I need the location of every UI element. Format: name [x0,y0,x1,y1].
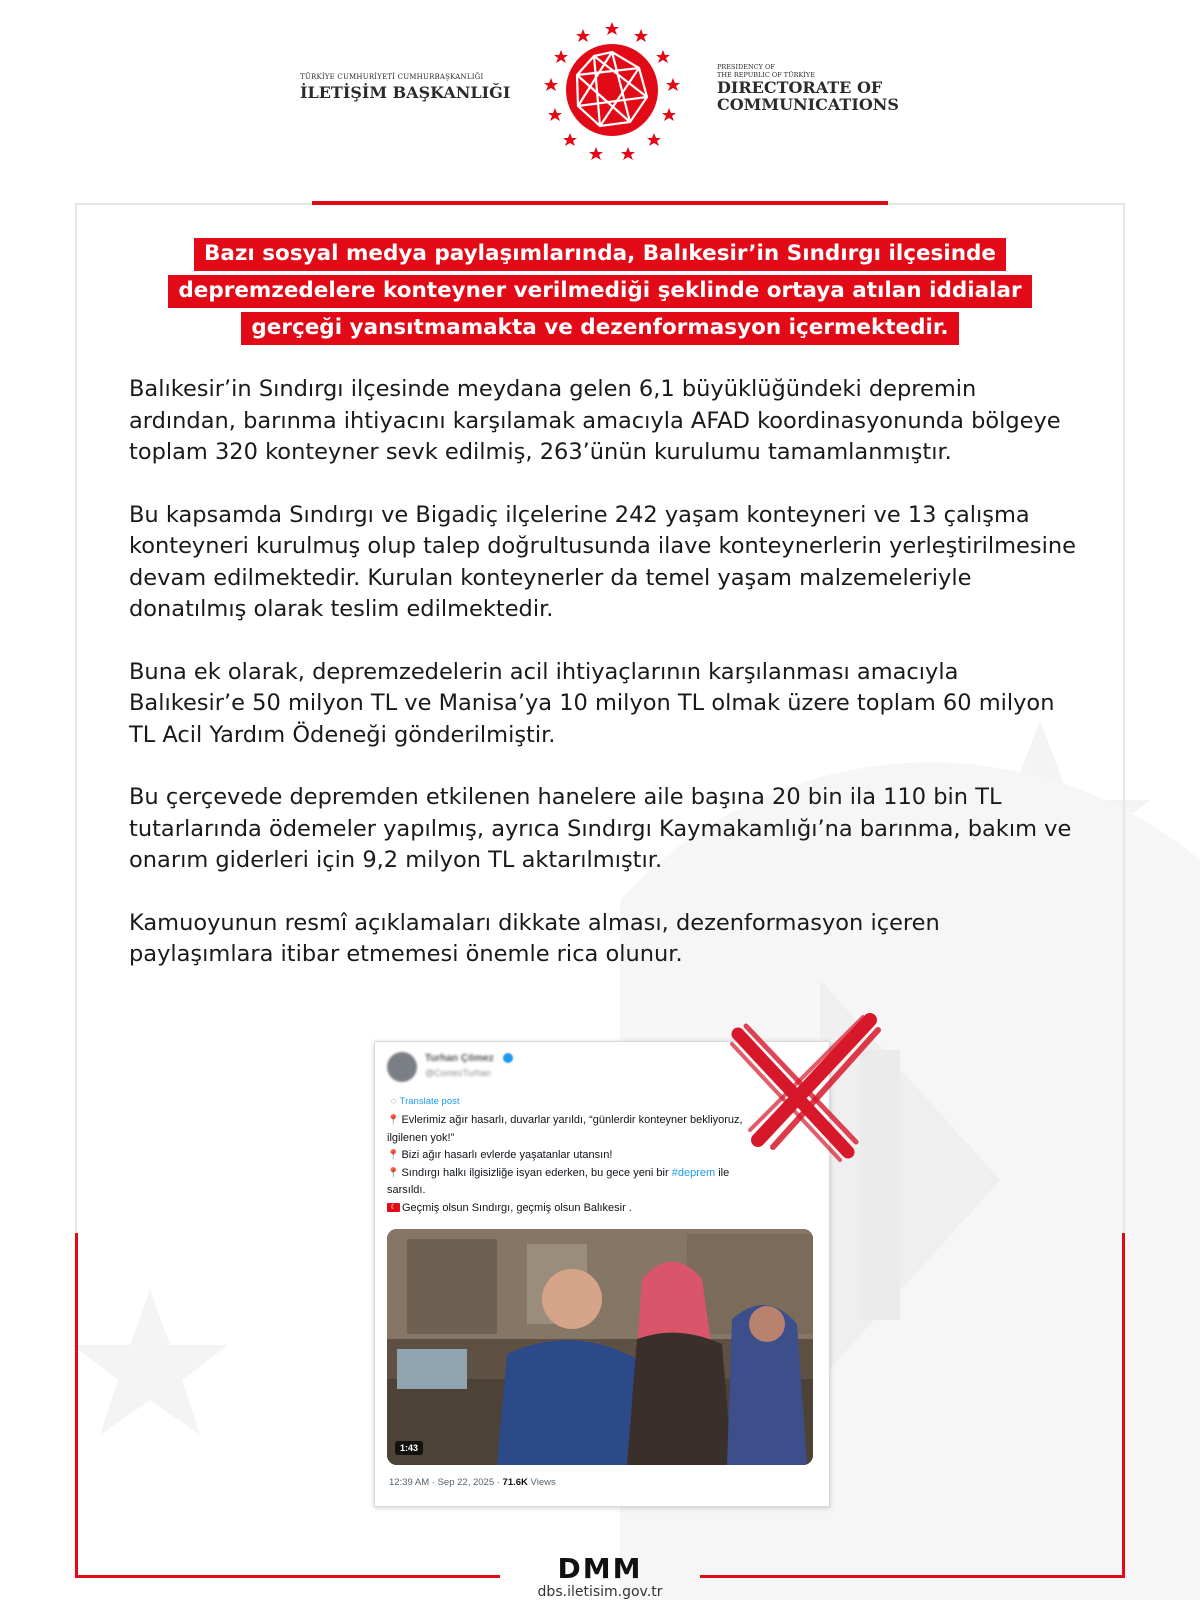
pin-icon: 📍 [387,1167,400,1179]
headline-line-2: depremzedelere konteyner verilmediği şeklinde ortaya atılan iddialar [168,275,1031,308]
headline-line-3: gerçeği yansıtmamakta ve dezenformasyon içermektedir. [241,312,958,345]
header-left-wordmark [300,73,515,102]
red-cross-x-icon [728,1012,888,1172]
header-right-wordmark [717,63,927,113]
tweet-video [387,1229,813,1465]
verified-badge-icon [503,1053,513,1063]
translate-post-link [391,1096,460,1107]
tweet-line-1: Evlerimiz ağır hasarlı, duvarlar yarıldı, “günlerdir konteyner bekliyoruz, [401,1114,743,1126]
tweet-author-name: Turhan Çömez [425,1053,494,1064]
frame-left-red-bar [75,1233,78,1578]
tweet-line-2: Bizi ağır hasarlı evlerde yaşatanlar utansın! [401,1149,613,1161]
paragraph-4: Bu çerçevede depremden etkilenen hanelere aile başına 20 bin ila 110 bin TL tutarlarında ödemeler yapılmış, ayrıca Sındırgı Kaymakamlığı’na barınma, bakım ve onarım giderleri için 9,2 milyon TL aktarılmıştır. [129,784,1072,873]
headline [120,238,1080,349]
tweet-line-3-post: ile [715,1166,730,1179]
tweet-line-4: Geçmiş olsun Sındırgı, geçmiş olsun Balıkesir . [402,1201,632,1214]
header-right-small-1: PRESIDENCY OF [717,63,775,71]
tweet-line-1b: ilgilenen yok!” [387,1131,455,1144]
frame-right-line [1123,203,1125,1233]
tweet-line-3-pre: Sındırgı halkı ilgisizliğe isyan ederken, bu gece yeni bir [401,1166,672,1179]
translate-post-label: Translate post [399,1096,460,1107]
paragraph-3: Buna ek olarak, depremzedelerin acil ihtiyaçlarının karşılanması amacıyla Balıkesir’e 50 milyon TL ve Manisa’ya 10 milyon TL olmak üzere toplam 60 milyon TL Acil Yardım Ödeneği gönderilmiştir. [129,658,1055,748]
video-duration: 1:43 [395,1441,423,1455]
frame-bottom-left-red-bar [75,1575,500,1578]
pin-icon: 📍 [387,1115,400,1126]
frame-top-red-bar [312,201,888,205]
dmm-logo: DMM [557,1552,643,1585]
tweet-views-count: 71.6K [502,1477,528,1488]
turkey-flag-icon: ☾ [387,1203,400,1212]
paragraph-5: Kamuoyunun resmî açıklamaları dikkate alması, dezenformasyon içeren paylaşımlara itibar etmemesi önemle rica olunur. [129,909,940,967]
presidential-emblem-icon [542,20,682,160]
tweet-author-handle: @ComezTurhan [425,1068,491,1078]
tweet-avatar [387,1052,417,1082]
tweet-meta [389,1477,556,1488]
paragraph-2: Bu kapsamda Sındırgı ve Bigadiç ilçelerine 242 yaşam konteyneri ve 13 çalışma konteyneri kurulmuş olup talep doğrultusunda ilave konteynerlerin yerleştirilmesine devam edilmektedir. Kurulan konteynerler da temel yaşam malzemeleriyle donatılmış olarak teslim edilmektedir. [129,501,1076,622]
headline-line-1: Bazı sosyal medya paylaşımlarında, Balıkesir’in Sındırgı ilçesinde [194,238,1006,271]
frame-left-line [75,203,77,1233]
globe-icon: ◌ [391,1096,397,1107]
tweet-line-3b: sarsıldı. [387,1184,426,1196]
paragraph-1: Balıkesir’in Sındırgı ilçesinde meydana gelen 6,1 büyüklüğündeki depremin ardından, barınma ihtiyacını karşılamak amacıyla AFAD koordinasyonunda bölgeye toplam 320 konteyner sevk edilmiş, 263’ünün kurulumu tamamlanmıştır. [129,376,1061,465]
pin-icon: 📍 [387,1150,400,1161]
tweet-views-label: Views [527,1477,556,1488]
frame-bottom-right-red-bar [700,1575,1125,1578]
frame-right-red-bar [1122,1233,1125,1578]
header-left-title: İLETİŞİM BAŞKANLIĞI [300,83,511,102]
header-right-small-2: THE REPUBLIC OF TÜRKİYE [717,71,815,79]
tweet-hashtag: #deprem [671,1166,716,1179]
statement-body [129,374,1079,1002]
footer-url[interactable]: dbs.iletisim.gov.tr [537,1584,663,1600]
tweet-time: 12:39 AM · Sep 22, 2025 · [389,1477,503,1488]
video-thumbnail [387,1229,813,1465]
header-right-title-2: COMMUNICATIONS [717,95,899,114]
header [0,0,1200,170]
header-left-small: TÜRKİYE CUMHURİYETİ CUMHURBAŞKANLIĞI [300,73,484,81]
header-right-title-1: DIRECTORATE OF [717,78,883,97]
